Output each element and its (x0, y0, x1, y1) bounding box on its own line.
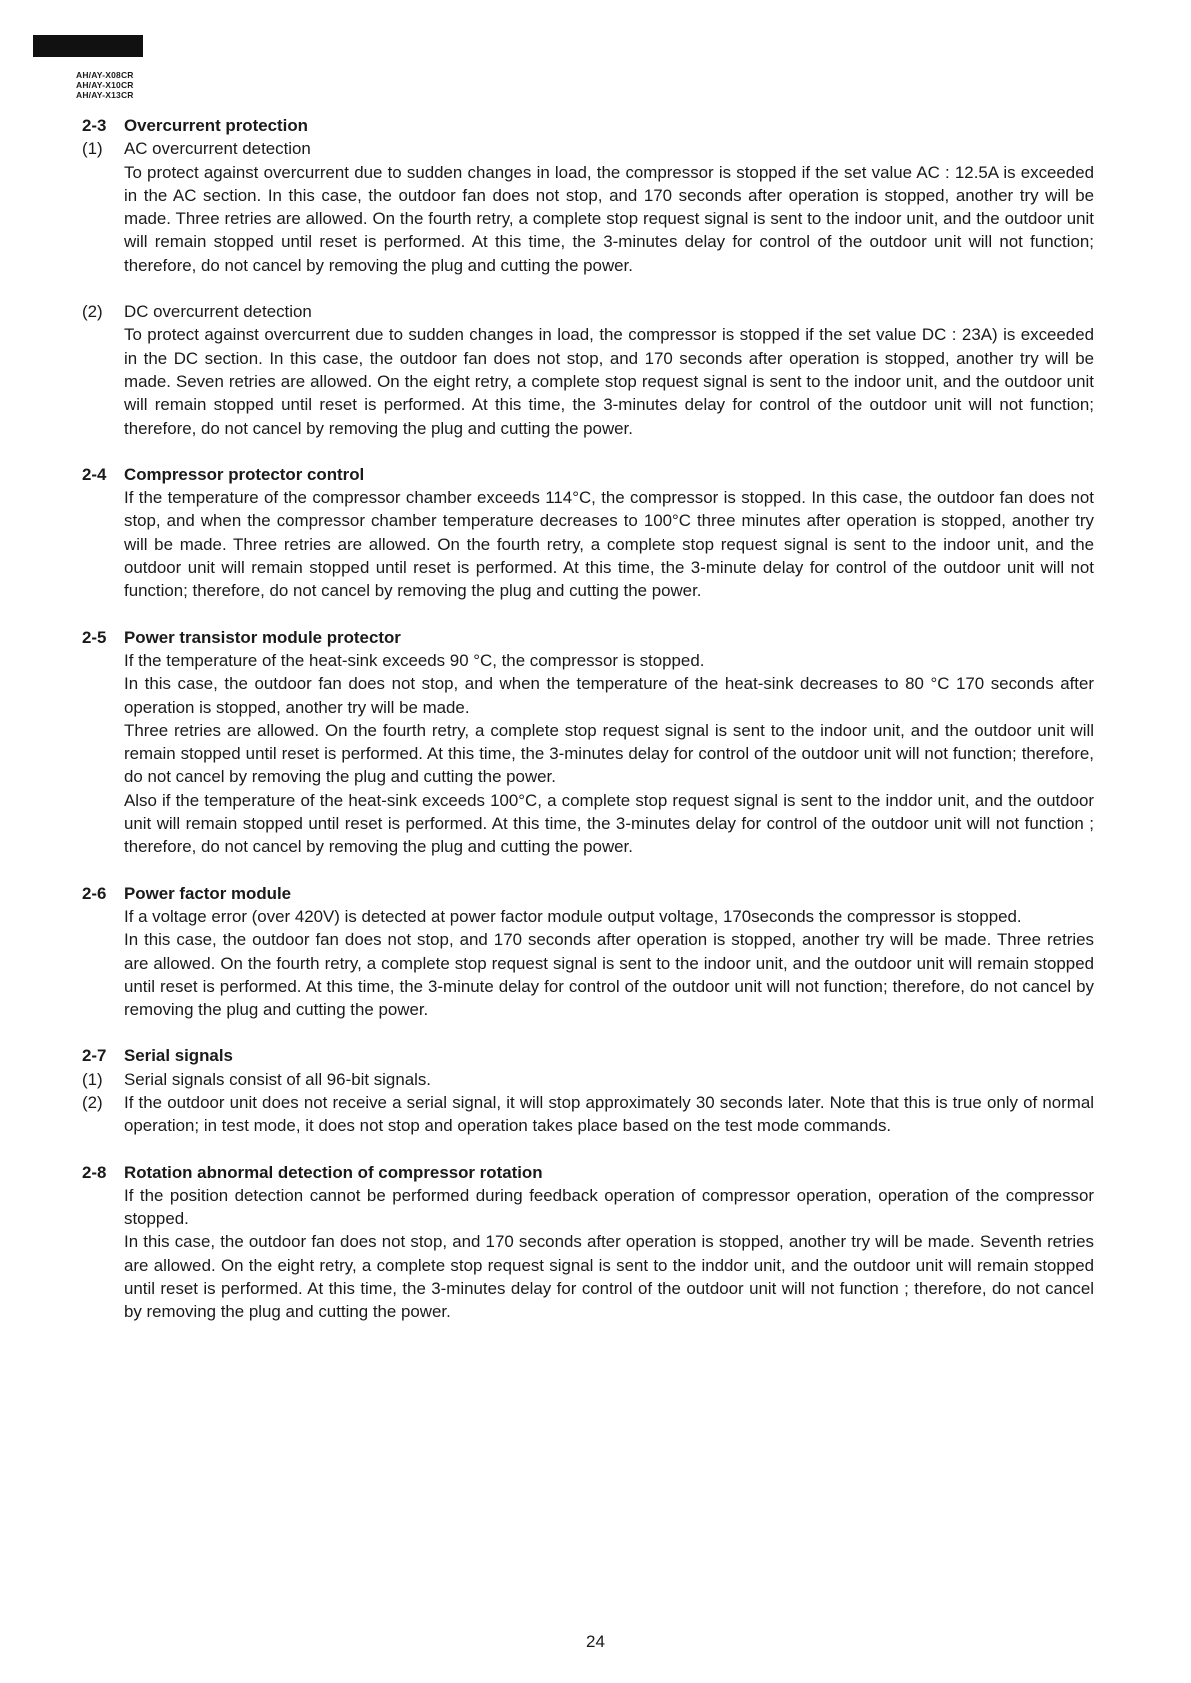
section-compressor-protector-control (82, 463, 1094, 603)
paragraph: In this case, the outdoor fan does not stop, and when the temperature of the heat-sink decreases to 80 °C 170 seconds after operation is stopped, another try will be made. (124, 674, 1094, 717)
item-number: (1) (82, 1069, 103, 1089)
section-number: 2-8 (82, 1162, 107, 1182)
section-title: Compressor protector control (124, 464, 365, 484)
section-title: Power factor module (124, 883, 292, 903)
section-heading (82, 1161, 1094, 1184)
model-code: AH/AY-X10CR (76, 80, 134, 90)
header-black-bar (33, 35, 143, 57)
list-item (82, 1091, 1094, 1138)
paragraph: In this case, the outdoor fan does not stop, and 170 seconds after operation is stopped, another try will be made. Three retries are allowed. On the fourth retry, a complete stop request signal is sent to the indoor unit, and the outdoor unit will remain stopped until reset is performed. At this time, the 3-minute delay for control of the outdoor unit will not function; therefore, do not cancel by removing the plug and cutting the power. (124, 930, 1094, 1020)
list-item (82, 1068, 1094, 1091)
section-heading (82, 114, 1094, 137)
section-heading (82, 1044, 1094, 1067)
model-list (76, 70, 134, 100)
section-number: 2-4 (82, 464, 107, 484)
paragraph: Three retries are allowed. On the fourth retry, a complete stop request signal is sent to the indoor unit, and the outdoor unit will remain stopped until reset is performed. At this time, the 3-minutes delay for control of the outdoor unit will not function; therefore, do not cancel by removing the plug and cutting the power. (124, 720, 1094, 787)
item-body (124, 137, 1094, 277)
section-title: Rotation abnormal detection of compressor rotation (124, 1162, 543, 1182)
paragraph: Also if the temperature of the heat-sink exceeds 100°C, a complete stop request signal is sent to the inddor unit, and the outdoor unit will remain stopped until reset is performed. At this time, the 3-minutes delay for control of the outdoor unit will not function ; therefore, do not cancel by removing the plug and cutting the power. (124, 790, 1094, 857)
model-code: AH/AY-X08CR (76, 70, 134, 80)
section-number: 2-7 (82, 1046, 107, 1066)
item-number: (2) (82, 1092, 103, 1112)
paragraph: To protect against overcurrent due to sudden changes in load, the compressor is stopped if the set value DC : 23A) is exceeded in the DC section. In this case, the outdoor fan does not stop, and 170 seconds after operation is stopped, another try will be made. Seven retries are allowed. On the eight retry, a complete stop request signal is sent to the indoor unit, and the outdoor unit will remain stopped until reset is performed. At this time, the 3-minutes delay for control of the outdoor unit will not function; therefore, do not cancel by removing the plug and cutting the power. (124, 325, 1094, 438)
model-code: AH/AY-X13CR (76, 90, 134, 100)
paragraph: If the outdoor unit does not receive a serial signal, it will stop approximately 30 seconds later. Note that this is true only of normal operation; in test mode, it does not stop and operation takes place based on the test mode commands. (124, 1092, 1094, 1136)
page-number: 24 (586, 1632, 605, 1651)
section-title: Power transistor module protector (124, 627, 401, 647)
paragraph: To protect against overcurrent due to sudden changes in load, the compressor is stopped if the set value AC : 12.5A is exceeded in the AC section. In this case, the outdoor fan does not stop, and 170 seconds after operation is stopped, another try will be made. Three retries are allowed. On the fourth retry, a complete stop request signal is sent to the indoor unit, and the outdoor unit will remain stopped until reset is performed. At this time, the 3-minutes delay for control of the outdoor unit will not function; therefore, do not cancel by removing the plug and cutting the power. (124, 162, 1094, 275)
document-body (82, 114, 1094, 1347)
item-number: (1) (82, 139, 103, 159)
paragraph: If the temperature of the compressor chamber exceeds 114°C, the compressor is stopped. In this case, the outdoor fan does not stop, and when the compressor chamber temperature decreases to 100°C three minutes after operation is stopped, another try will be made. Three retries are allowed. On the fourth retry, a complete stop request signal is sent to the indoor unit, and the outdoor unit will remain stopped until reset is performed. At this time, the 3-minute delay for control of the outdoor unit will not function; therefore, do not cancel by removing the plug and cutting the power. (124, 488, 1094, 601)
paragraph: If the temperature of the heat-sink exceeds 90 °C, the compressor is stopped. (124, 650, 705, 670)
item-body (124, 300, 1094, 440)
section-title: Overcurrent protection (124, 116, 308, 135)
item-label: AC overcurrent detection (124, 139, 311, 159)
paragraph: If the position detection cannot be performed during feedback operation of compressor operation, operation of the compressor stopped. (124, 1185, 1094, 1229)
section-rotation-abnormal-detection (82, 1161, 1094, 1324)
section-overcurrent-protection (82, 114, 1094, 440)
list-item (82, 300, 1094, 440)
section-number: 2-3 (82, 116, 107, 135)
paragraph: If a voltage error (over 420V) is detected at power factor module output voltage, 170seconds the compressor is stopped. (124, 906, 1022, 926)
section-power-factor-module (82, 882, 1094, 1022)
item-label: DC overcurrent detection (124, 302, 312, 322)
spacer (82, 277, 1094, 300)
paragraph: In this case, the outdoor fan does not stop, and 170 seconds after operation is stopped, another try will be made. Seventh retries are allowed. On the eight retry, a complete stop request signal is sent to the inddor unit, and the outdoor unit will remain stopped until reset is performed. At this time, the 3-minutes delay for control of the outdoor unit will not function ; therefore, do not cancel by removing the plug and cutting the power. (124, 1232, 1094, 1322)
section-title: Serial signals (124, 1046, 233, 1066)
section-power-transistor-module-protector (82, 626, 1094, 859)
paragraph: Serial signals consist of all 96-bit signals. (124, 1069, 431, 1089)
section-heading (82, 882, 1094, 905)
section-serial-signals (82, 1044, 1094, 1137)
section-number: 2-6 (82, 883, 107, 903)
item-number: (2) (82, 302, 103, 322)
section-heading (82, 626, 1094, 649)
section-number: 2-5 (82, 627, 107, 647)
section-heading (82, 463, 1094, 486)
list-item (82, 137, 1094, 277)
